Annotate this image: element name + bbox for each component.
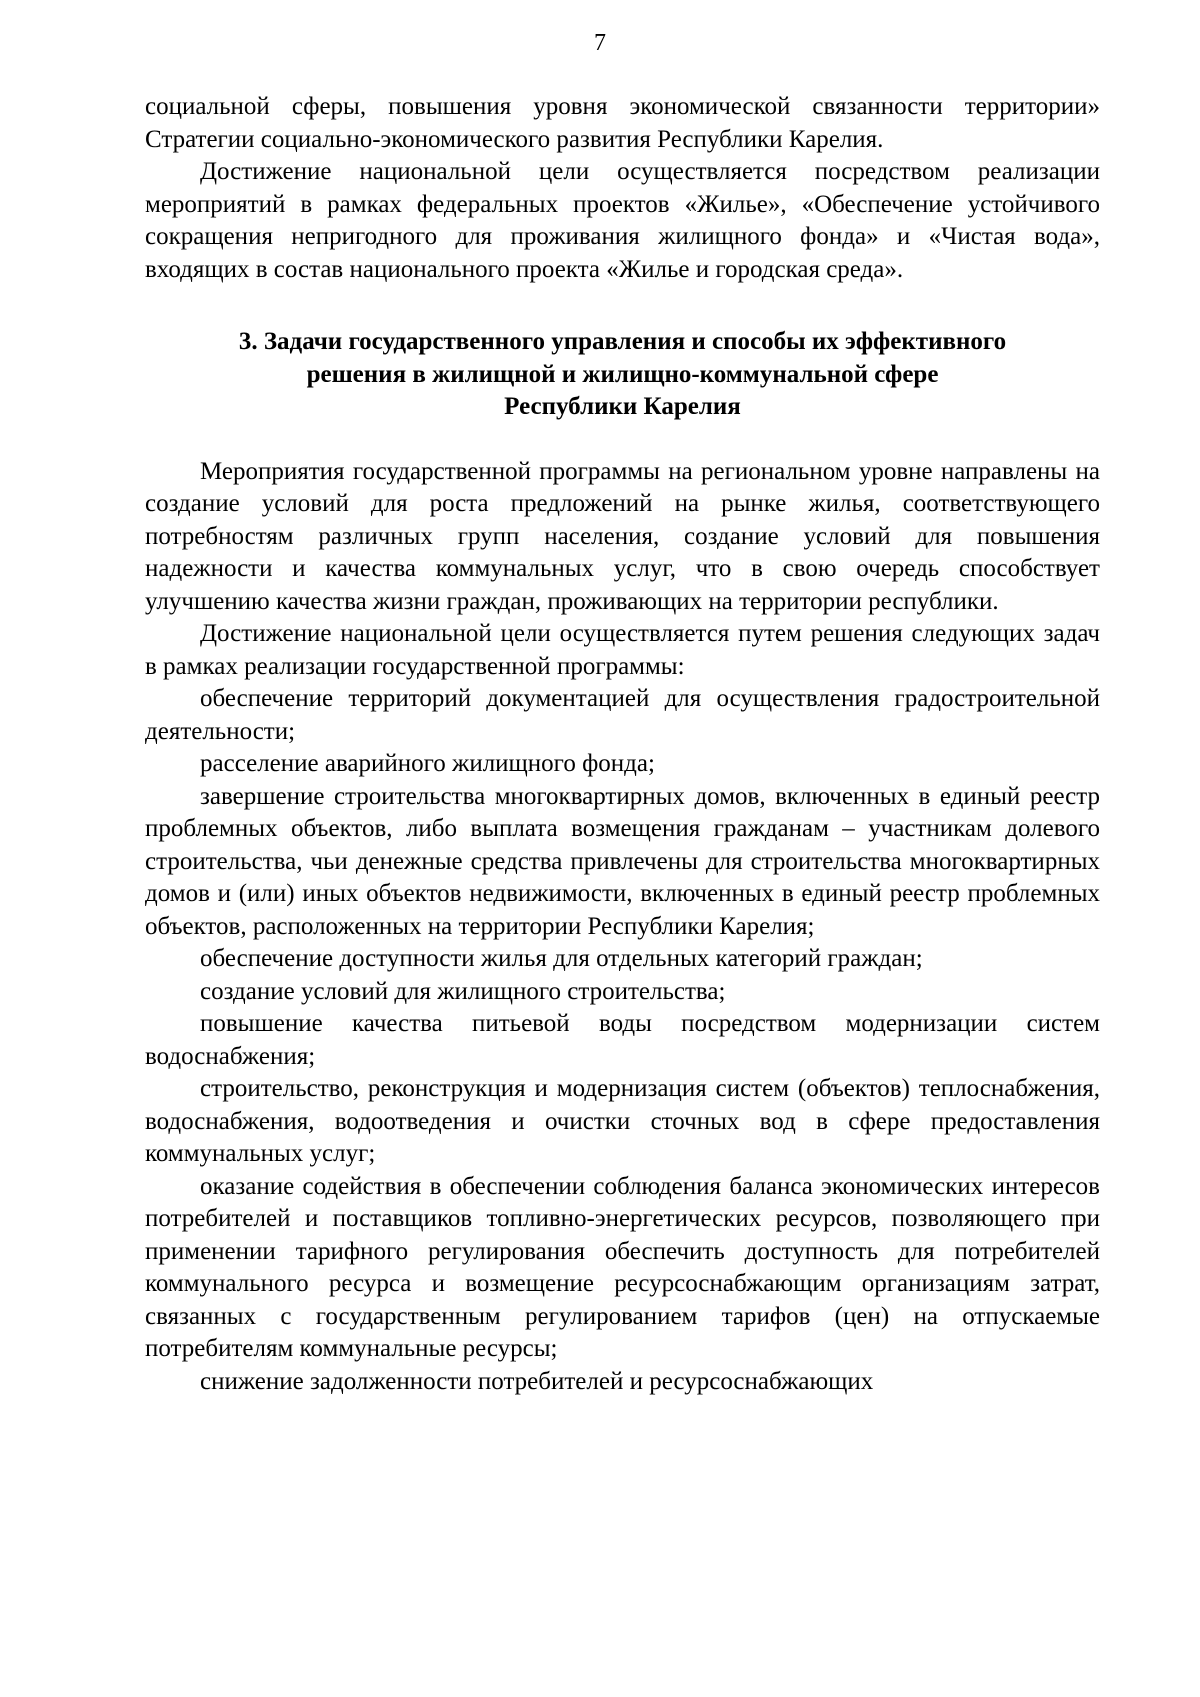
task-item: оказание содействия в обеспечении соблюдения баланса экономических интересов потребителей и поставщиков топливно-энергетических ресурсов, позволяющего при применении тарифного регулирования обеспечить доступность для потребителей коммунального ресурса и возмещение ресурсоснабжающим организациям затрат, связанных с государственным регулированием тарифов (цен) на отпускаемые потребителям коммунальные ресурсы; [145,1172,1100,1362]
paragraph: Достижение национальной цели осуществляется путем решения следующих задач в рамках реализации государственной программы: [145,620,1100,680]
task-item: строительство, реконструкция и модернизация систем (объектов) теплоснабжения, водоснабжения, водоотведения и очистки сточных вод в сфере предоставления коммунальных услуг; [145,1075,1100,1167]
task-item: снижение задолженности потребителей и ресурсоснабжающих [200,1367,874,1395]
paragraph-national-goal: Достижение национальной цели осуществляется посредством реализации мероприятий в рамках федеральных проектов «Жилье», «Обеспечение устойчивого сокращения непригодного для проживания жилищного фонда» и «Чистая вода», входящих в состав национального проекта «Жилье и городская среда». [145,158,1100,283]
task-item: обеспечение территорий документацией для осуществления градостроительной деятельности; [145,685,1100,745]
task-item: создание условий для жилищного строительства; [200,977,726,1005]
section-heading-line: решения в жилищной и жилищно-коммунальной сфере [306,360,939,388]
heading-spacer [145,424,1100,456]
task-item: повышение качества питьевой воды посредством модернизации систем водоснабжения; [145,1010,1100,1070]
section-heading-line: Республики Карелия [504,393,741,420]
section-heading-line: 3. Задачи государственного управления и способы их эффективного [238,328,1007,355]
section-heading [145,326,1100,424]
page-number: 7 [594,30,606,56]
task-item: расселение аварийного жилищного фонда; [200,750,655,777]
paragraph: Мероприятия государственной программы на региональном уровне направлены на создание условий для роста предложений на рынке жилья, соответствующего потребностям различных групп населения, создание условий для повышения надежности и качества коммунальных услуг, что в свою очередь способствует улучшению качества жизни граждан, проживающих на территории республики. [145,457,1100,615]
task-item: обеспечение доступности жилья для отдельных категорий граждан; [200,945,923,972]
paragraph-continuation: социальной сферы, повышения уровня экономической связанности территории» Стратегии социально-экономического развития Республики Карелия. [145,93,1100,153]
document-body [145,91,1100,1398]
task-item: завершение строительства многоквартирных домов, включенных в единый реестр проблемных объектов, либо выплата возмещения гражданам – участникам долевого строительства, чьи денежные средства привлечены для строительства многоквартирных домов и (или) иных объектов недвижимости, включенных в единый реестр проблемных объектов, расположенных на территории Республики Карелия; [145,782,1100,940]
